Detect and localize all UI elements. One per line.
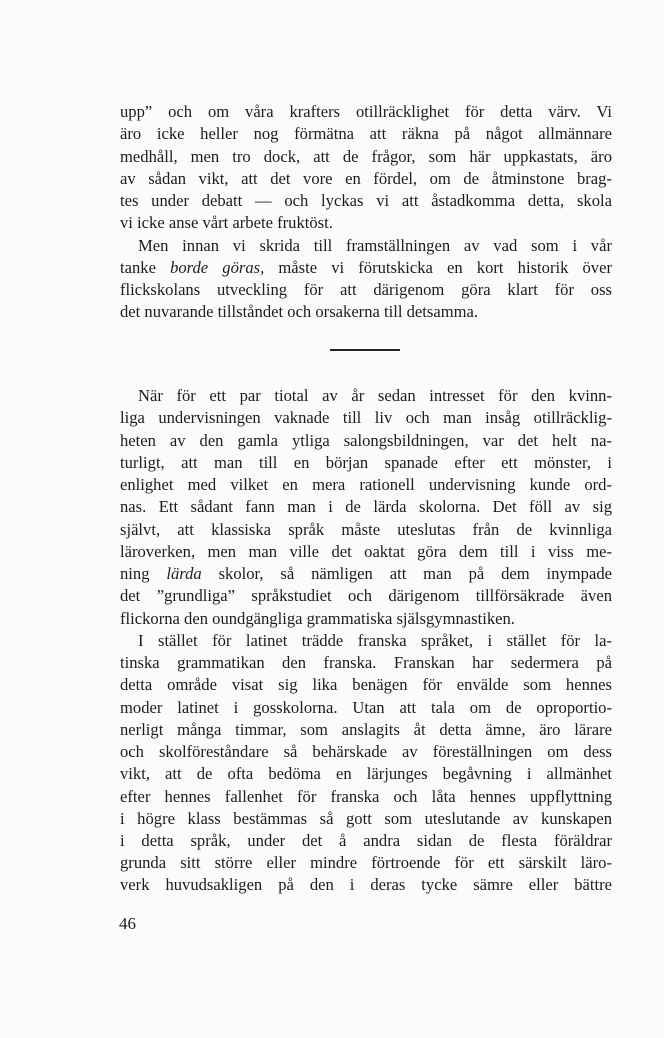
page-number: 46 bbox=[119, 914, 136, 933]
text-line bbox=[120, 563, 612, 585]
text-line: och skolföreståndare så behärskade av föreställningen om dess bbox=[120, 742, 612, 761]
text-line: heten av den gamla ytliga salongsbildningen, var det helt na- bbox=[120, 431, 612, 450]
text-line: självt, att klassiska språk måste uteslutas från de kvinnliga bbox=[120, 520, 612, 539]
text-line: liga undervisningen vaknade till liv och man insåg otillräcklig- bbox=[120, 408, 612, 427]
text-line: tinska grammatikan den franska. Franskan har sedermera på bbox=[120, 653, 612, 672]
text-line: När för ett par tiotal av år sedan intresset för den kvinn- bbox=[138, 386, 612, 405]
text-line: vi icke anse vårt arbete fruktöst. bbox=[120, 213, 333, 232]
text-line: nerligt många timmar, som anslagits åt detta ämne, äro lärare bbox=[120, 720, 612, 739]
italic-word: lärda bbox=[166, 564, 202, 583]
text-line: det ”grundliga” språkstudiet och därigenom tillförsäkrade även bbox=[120, 586, 612, 605]
text-line: av sådan vikt, att det vore en fördel, om de åtminstone brag- bbox=[120, 169, 612, 188]
text-line: grunda sitt större eller mindre förtroende för ett särskilt läro- bbox=[120, 853, 612, 872]
text-line: turligt, att man till en början spanade efter ett mönster, i bbox=[120, 453, 612, 472]
text-span: tanke bbox=[120, 258, 171, 277]
text-line: nas. Ett sådant fann man i de lärda skolorna. Det föll av sig bbox=[120, 497, 612, 516]
text-line: moder latinet i gosskolorna. Utan att tala om de oproportio- bbox=[120, 698, 612, 717]
text-line: medhåll, men tro dock, att de frågor, som här uppkastats, äro bbox=[120, 147, 612, 166]
text-line: flickorna den oundgängliga grammatiska själsgymnastiken. bbox=[120, 609, 515, 628]
text-line: flickskolans utveckling för att därigenom göra klart för oss bbox=[120, 280, 612, 299]
text-line: I stället för latinet trädde franska språket, i stället för la- bbox=[138, 631, 612, 650]
text-line: äro icke heller nog förmätna att räkna på något allmännare bbox=[120, 124, 612, 143]
text-line: enlighet med vilket en mera rationell undervisning kunde ord- bbox=[120, 475, 612, 494]
text-line: upp” och om våra krafters otillräcklighet för detta värv. Vi bbox=[120, 102, 612, 121]
text-line: efter hennes fallenhet för franska och låta hennes uppflyttning bbox=[120, 787, 612, 806]
text-span: ning bbox=[120, 564, 167, 583]
text-line: verk huvudsakligen på den i deras tycke sämre eller bättre bbox=[120, 875, 612, 894]
italic-phrase: borde göras, bbox=[170, 258, 265, 277]
text-line: i högre klass bestämmas så gott som uteslutande av kunskapen bbox=[120, 809, 612, 828]
text-line: vikt, att de ofta bedöma en lärjunges begåvning i allmänhet bbox=[120, 764, 612, 783]
text-line bbox=[120, 257, 612, 279]
text-line: Men innan vi skrida till framställningen av vad som i vår bbox=[138, 236, 612, 255]
text-span: skolor, så nämligen att man på dem inympade bbox=[201, 564, 612, 583]
section-divider bbox=[330, 349, 400, 351]
text-line: detta område visat sig lika benägen för envälde som hennes bbox=[120, 675, 612, 694]
text-line: läroverken, men man ville det oaktat göra dem till i viss me- bbox=[120, 542, 612, 561]
text-line: det nuvarande tillståndet och orsakerna till detsamma. bbox=[120, 302, 479, 321]
text-line: tes under debatt — och lyckas vi att åstadkomma detta, skola bbox=[120, 191, 612, 210]
text-line: i detta språk, under det å andra sidan de flesta föräldrar bbox=[120, 831, 612, 850]
text-span: måste vi förutskicka en kort historik över bbox=[264, 258, 612, 277]
